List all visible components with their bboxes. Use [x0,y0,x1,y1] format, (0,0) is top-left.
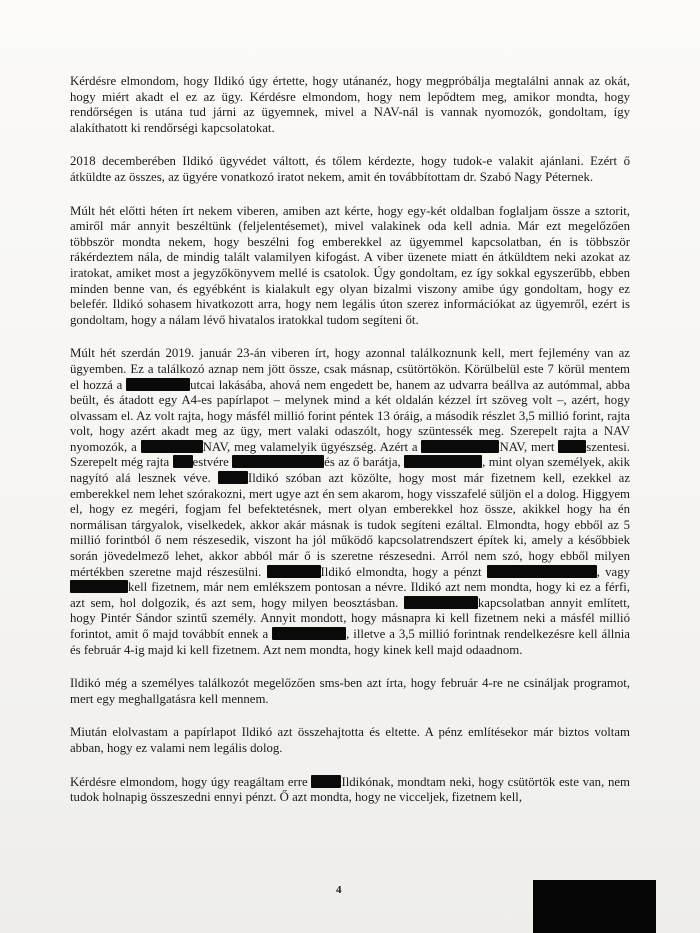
paragraph-4-text: Ildikó elmondta, hogy a pénzt [320,564,482,579]
redaction-block [421,440,499,453]
paragraph-4-text: kell fizetnem, már nem emlékszem pontosan a névre. Ildikó azt nem mondta, hogy ki ez a férfi, azt sem, hol dolgozik, és azt sem, hogy milyen beosztásban. [70,580,630,610]
redaction-block [173,455,193,468]
paragraph-4-text: NAV, mert [499,439,555,454]
redaction-block [267,565,321,578]
redaction-block [141,440,203,453]
document-body [70,74,630,824]
paragraph-3: Múlt hét előtti héten írt nekem viberen, amiben azt kérte, hogy egy-két oldalban foglaljam össze a sztorit, amiről már annyit beszéltünk (feljelentésemet), mivel valakinek oda kell adnia. Már ezt megelőzően többször mondta nekem, hogy beszélni fog emberekkel az ügyemmel kapcsolatban, én is többször rákérdeztem nála, de mindig talált valamilyen kifogást. A viber üzenete miatt én átküldtem neki azokat az iratokat, amiket most a jegyzőkönyvem mellé is csatolok. Úgy gondoltam, ez így sokkal egyszerűbb, ebben minden benne van, és egyébként is kialakult egy olyan bizalmi viszony amibe úgy gondoltam, hogy ez belefér. Ildikó sohasem hivatkozott arra, hogy nem legális úton szerez információkat az ügyemről, ezért is gondoltam, hogy a nálam lévő hivatalos iratokkal tudom segíteni őt. [70,203,630,327]
paragraph-7-text: Ildikónak, mondtam neki, hogy csütörtök este van, nem tudok holnapig összeszedni ennyi pénzt. Ő azt mondta, hogy ne vicceljek, fizetnem kell, [70,774,631,805]
paragraph-4-text: és az ő barátja, [324,455,401,470]
redaction-block [404,596,478,609]
paragraph-6: Miután elolvastam a papírlapot Ildikó azt összehajtotta és eltette. A pénz említésekor már biztos voltam abban, hogy ez valami nem legális dolog. [70,725,630,755]
paragraph-7-text: Kérdésre elmondom, hogy úgy reagáltam erre [70,774,308,789]
paragraph-4-text: utcai lakásába, ahová nem engedett be, hanem az udvarra beállva az autómmal, abba beült, és átadott egy A4-es papírlapot – melynek mind a két oldalán kézzel írt szöveg volt –, azért, hogy olvassam el. Az volt rajta, hogy másfél millió forint péntek 13 óráig, a második részlet 3,5 millió forint, rajta volt, hogy azért akadt meg az ügy, mert valaki odaszólt, hogy szüntessék meg. Szerepelt rajta a NAV nyomozók, a [70,377,631,454]
redaction-block [232,455,324,468]
paragraph-4-text: , vagy [596,564,631,579]
paragraph-2: 2018 decemberében Ildikó ügyvédet váltott, és tőlem kérdezte, hogy tudok-e valakit ajánlani. Ezért ő átküldte az összes, az ügyére vonatkozó iratot nekem, amit én továbbítottam dr. Szabó Nagy Péternek. [70,154,630,184]
redaction-block [70,580,128,593]
redaction-corner-block [533,880,656,933]
paragraph-5: Ildikó még a személyes találkozót megelőzően sms-ben azt írta, hogy február 4-re ne csináljak programot, mert egy meghallgatásra kell mennem. [70,676,630,706]
paragraph-4-text: Ildikó szóban azt közölte, hogy most már fizetnem kell, ezekkel az emberekkel nem lehet szórakozni, mert ugye azt én sem akarom, hogy visszafelé süljön el a dolog. Higgyem el, hogy ez megéri, fogjam fel befektetésnek, mert olyan emberekkel hoz össze, akikkel hogy ha én normálisan tárgyalok, viselkedek, akkor akár másnak is tudok segíteni ezáltal. Elmondta, hogy ebből az 5 millió forintból ő nem részesedik, viszont ha jól működő kapcsolatrendszert építek ki, amely a későbbiek során jövedelmező lehet, akkor abból már ő is szeretne részesedni. Arról nem szó, hogy ebből milyen mértékben szeretne majd részesülni. [70,471,631,579]
redaction-block [218,471,248,484]
paragraph-4-text: estvére [192,455,229,470]
redaction-block [311,775,341,788]
paragraph-4-text: szentesi. Szerepelt még rajta [70,439,630,470]
redaction-block [126,378,190,391]
redaction-block [487,565,597,578]
paragraph-4-text: kapcsolatban annyit említett, hogy Pintér Sándor szintű személy. Annyit mondott, hogy másnapra ki kell fizetnem neki a másfél millió forintot, amit ő majd továbbít ennek a [70,595,630,641]
paragraph-4-text: Múlt hét szerdán 2019. január 23-án viberen írt, hogy azonnal találkoznunk kell, mert fejlemény van az ügyemben. Ez a találkozó aznap nem jött össze, csak másnap, csütörtökön. Körülbelül este 7 körül mentem el hozzá a [70,346,630,392]
paragraph-7 [70,775,630,806]
paragraph-1: Kérdésre elmondom, hogy Ildikó úgy értette, hogy utánanéz, hogy megpróbálja megtalálni annak az okát, hogy miért akadt el ez az ügy. Kérdésre elmondom, hogy nem lepődtem meg, amikor mondta, hogy rendőrségen is utána tud járni az ügyemnek, mivel a NAV-nál is vannak nyomozók, gondoltam, így alakíthatott ki rendőrségi kapcsolatokat. [70,74,630,135]
page-number: 4 [336,884,342,896]
redaction-block [404,455,482,468]
paragraph-4 [70,346,630,658]
paragraph-4-text: NAV, meg valamelyik ügyészség. Azért a [202,439,418,454]
paragraph-4-text: , mint olyan személyek, akik nagyító alá lesznek véve. [70,455,630,486]
redaction-block [558,440,586,453]
paragraph-4-text: , illetve a 3,5 millió forintnak rendelkezésre kell állnia és február 4-ig majd ki kell fizetnem. Azt nem mondta, hogy kinek kell majd odaadnom. [70,627,630,657]
redaction-block [272,627,346,640]
